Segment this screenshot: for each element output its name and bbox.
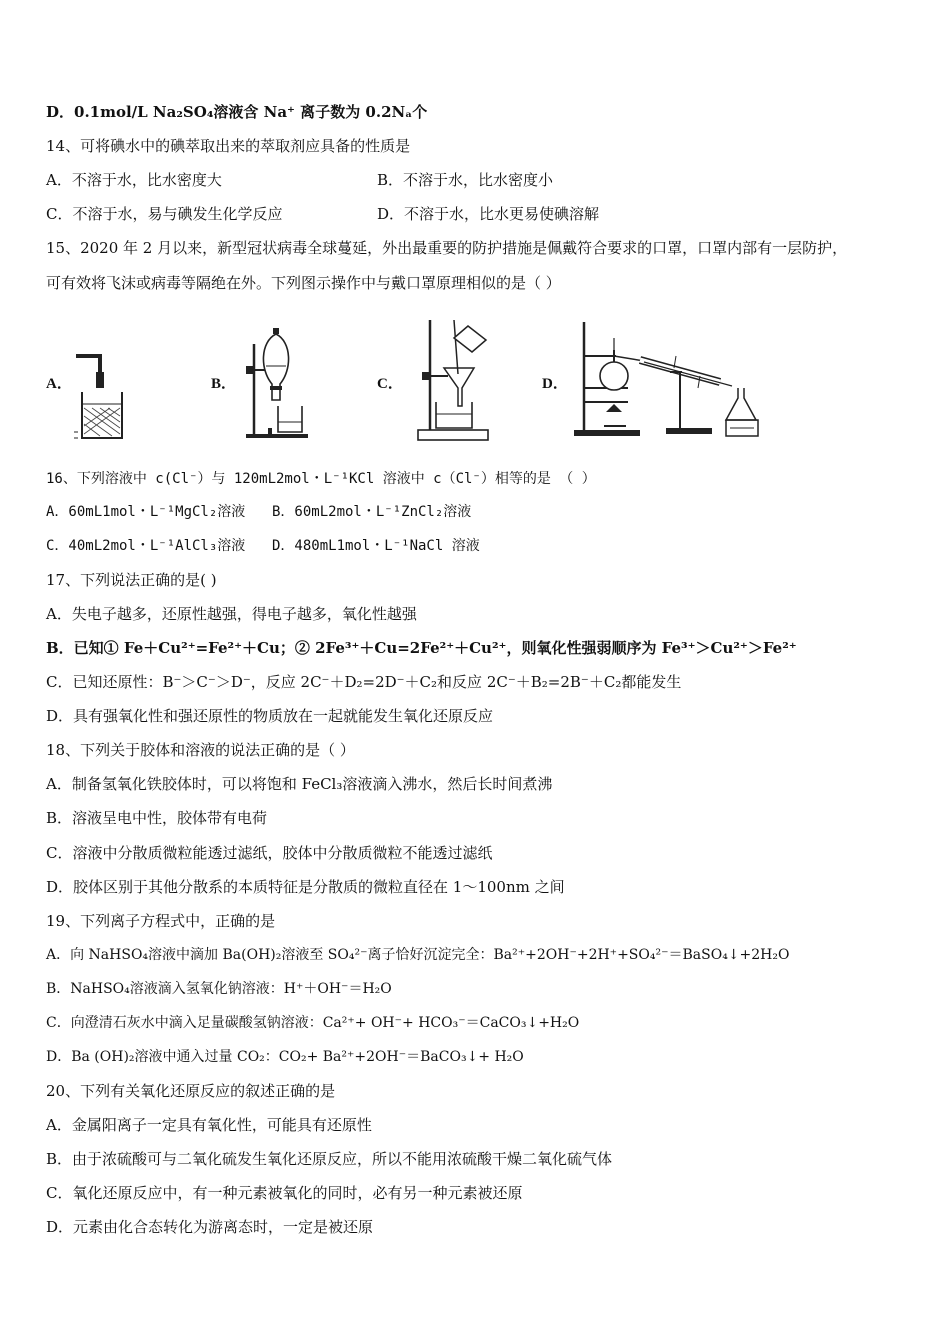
q16-stem: 16、下列溶液中 c(Cl⁻）与 120mL2mol・L⁻¹KCl 溶液中 c（Cl⁻）相等的是 （ ） [46,471,596,487]
q15-label-a: A． [46,376,72,392]
q18-option-a: A．制备氢氧化铁胶体时，可以将饱和 FeCl₃溶液滴入沸水，然后长时间煮沸 [46,775,553,793]
q17-option-d: D．具有强氧化性和强还原性的物质放在一起就能发生氧化还原反应 [46,707,494,725]
q18-option-b: B．溶液呈电中性，胶体带有电荷 [46,809,268,827]
q14-option-a: A．不溶于水，比水密度大 [46,171,222,189]
q14-option-d: D．不溶于水，比水更易使碘溶解 [377,205,600,223]
q13-option-d: D．0.1mol/L Na₂SO₄溶液含 Na⁺ 离子数为 0.2Nₐ个 [46,103,428,121]
q19-option-c: C．向澄清石灰水中滴入足量碳酸氢钠溶液：Ca²⁺+ OH⁻+ HCO₃⁻＝CaCO₃↓+H₂O [46,1015,580,1031]
q15-figure-b-separatory-funnel [240,322,312,440]
q17-option-b: B．已知① Fe＋Cu²⁺=Fe²⁺＋Cu；② 2Fe³⁺＋Cu=2Fe²⁺＋Cu²⁺，则氧化性强弱顺序为 Fe³⁺＞Cu²⁺＞Fe²⁺ [46,639,797,657]
q15-label-b: B． [211,376,237,392]
q19-option-a: A．向 NaHSO₄溶液中滴加 Ba(OH)₂溶液至 SO₄²⁻离子恰好沉淀完全：Ba²⁺+2OH⁻+2H⁺+SO₄²⁻＝BaSO₄↓+2H₂O [46,947,790,963]
q15-label-d: D． [542,376,568,392]
q14-options-cd [46,204,600,224]
q15-stem-line1: 15、2020 年 2 月以来，新型冠状病毒全球蔓延，外出最重要的防护措施是佩戴符合要求的口罩，口罩内部有一层防护， [46,239,848,257]
q15-figure-a-beaker-tube [70,346,130,442]
q16-option-c: C．40mL2mol・L⁻¹AlCl₃溶液 [46,538,246,554]
q17-stem: 17、下列说法正确的是( ) [46,571,217,589]
q20-option-a: A．金属阳离子一定具有氧化性，可能具有还原性 [46,1116,372,1134]
q19-option-d: D．Ba (OH)₂溶液中通入过量 CO₂：CO₂+ Ba²⁺+2OH⁻＝BaCO₃↓+ H₂O [46,1049,524,1065]
q18-stem: 18、下列关于胶体和溶液的说法正确的是（ ） [46,741,355,759]
q20-stem: 20、下列有关氧化还原反应的叙述正确的是 [46,1082,336,1100]
q17-option-c: C．已知还原性：B⁻＞C⁻＞D⁻，反应 2C⁻＋D₂=2D⁻＋C₂和反应 2C⁻＋B₂=2B⁻＋C₂都能发生 [46,673,682,691]
q16-option-a: A．60mL1mol・L⁻¹MgCl₂溶液 [46,504,246,520]
q16-option-b: B．60mL2mol・L⁻¹ZnCl₂溶液 [272,504,472,520]
q20-option-c: C．氧化还原反应中，有一种元素被氧化的同时，必有另一种元素被还原 [46,1184,523,1202]
q19-option-b: B．NaHSO₄溶液滴入氢氧化钠溶液：H⁺＋OH⁻＝H₂O [46,981,392,997]
q20-option-d: D．元素由化合态转化为游离态时，一定是被还原 [46,1218,374,1236]
q15-figure-c-filtration [414,318,494,444]
q14-option-c: C．不溶于水，易与碘发生化学反应 [46,205,283,223]
q17-option-a: A．失电子越多，还原性越强，得电子越多，氧化性越强 [46,605,417,623]
q20-option-b: B．由于浓硫酸可与二氧化硫发生氧化还原反应，所以不能用浓硫酸干燥二氧化硫气体 [46,1150,613,1168]
q14-stem: 14、可将碘水中的碘萃取出来的萃取剂应具备的性质是 [46,137,411,155]
q15-stem-line2: 可有效将飞沫或病毒等隔绝在外。下列图示操作中与戴口罩原理相似的是（ ） [46,274,561,292]
q19-stem: 19、下列离子方程式中，正确的是 [46,912,276,930]
q15-label-c: C． [377,376,403,392]
q14-options-ab [46,170,554,190]
q14-option-b: B．不溶于水，比水密度小 [377,171,554,189]
q18-option-d: D．胶体区别于其他分散系的本质特征是分散质的微粒直径在 1～100nm 之间 [46,878,565,896]
q16-options-ab [46,502,472,522]
q16-options-cd [46,536,480,556]
q15-figure-d-distillation [570,316,766,442]
q16-option-d: D．480mL1mol・L⁻¹NaCl 溶液 [272,538,480,554]
q18-option-c: C．溶液中分散质微粒能透过滤纸，胶体中分散质微粒不能透过滤纸 [46,844,493,862]
